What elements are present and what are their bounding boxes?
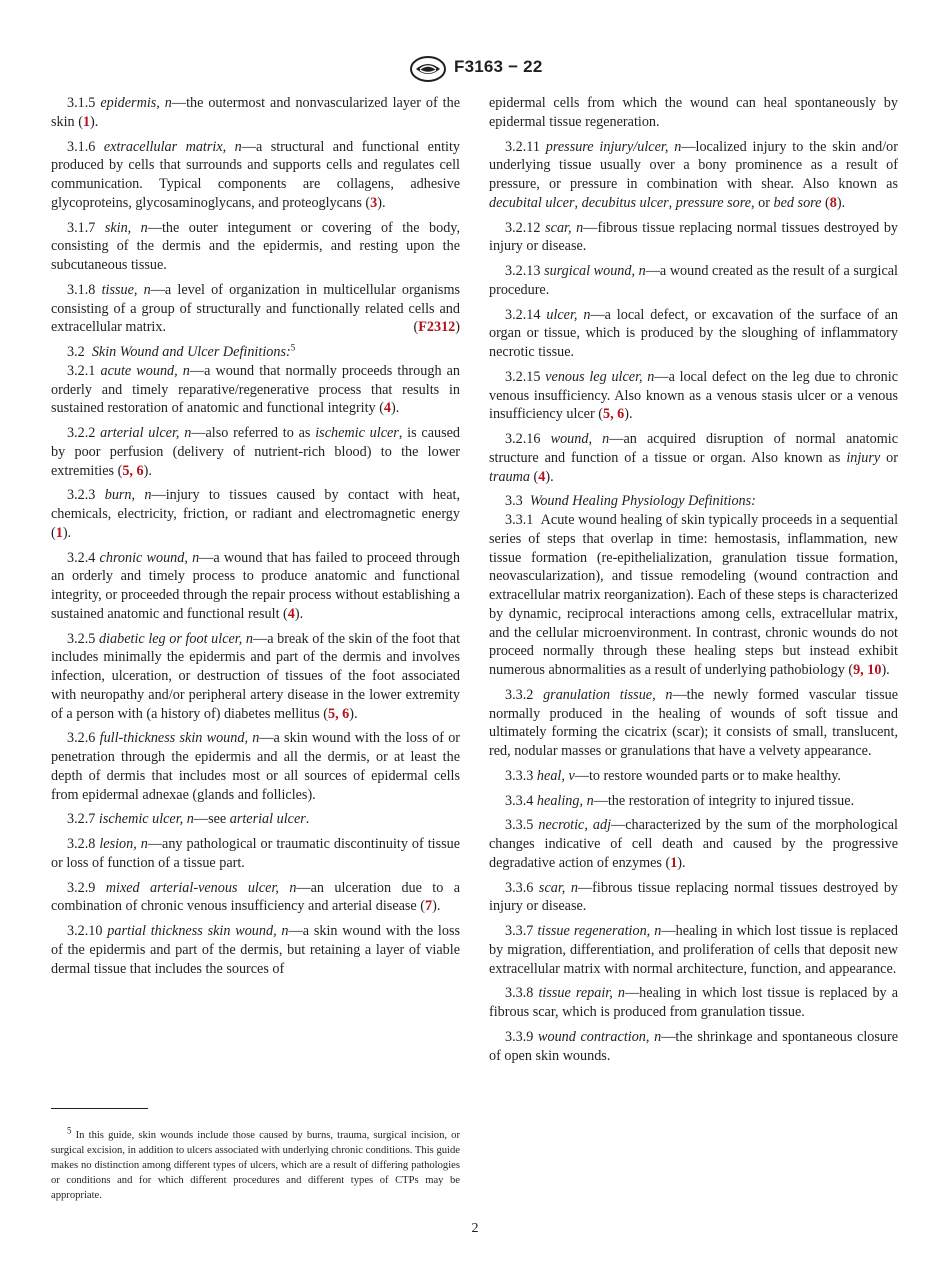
footnote-divider <box>51 1108 148 1109</box>
def-3-3-5: 3.3.5 necrotic, adj—characterized by the sum of the morphological changes indicative of cell death and caused by the progressive degradative action of enzymes (1). <box>489 817 898 871</box>
def-3-3-8: 3.3.8 tissue repair, n—healing in which lost tissue is replaced by a fibrous scar, which is produced from granulation tissue. <box>489 985 898 1020</box>
page-header <box>0 56 950 82</box>
reference-link[interactable]: 4 <box>538 468 546 485</box>
def-3-2-2: 3.2.2 arterial ulcer, n—also referred to as ischemic ulcer, is caused by poor perfusion (delivery of nutrient-rich blood) to the lower extremities (5, 6). <box>51 425 460 479</box>
left-column <box>51 94 460 978</box>
footnote-5: $^5$ In this guide, skin wounds include those caused by burns, trauma, surgical incision, or surgical excision, in addition to ulcers associated with underlying chronic conditions. This guide makes no distinction among different types of ulcers, which are a result of differing pathologies or conditions and for which different procedures and different types of CTPs may be appropriate. <box>51 1125 461 1201</box>
reference-link[interactable]: 4 <box>287 605 295 622</box>
astm-logo-icon <box>408 56 448 82</box>
def-3-1-7: 3.1.7 skin, n—the outer integument or covering of the body, consisting of the dermis and the epidermis, and resting upon the subcutaneous tissue. <box>51 219 461 273</box>
def-3-3-9: 3.3.9 wound contraction, n—the shrinkage and spontaneous closure of open skin wounds. <box>489 1028 899 1064</box>
standard-designation: F3163 − 22 <box>454 57 543 76</box>
term: epidermis, n <box>100 95 172 111</box>
def-3-2-10-continued: epidermal cells from which the wound can heal spontaneously by epidermal tissue regeneration. <box>489 95 898 130</box>
def-3-2-12: 3.2.12 scar, n—fibrous tissue replacing normal tissues destroyed by injury or disease. <box>489 219 899 255</box>
def-3-1-6: 3.1.6 extracellular matrix, n—a structural and functional entity produced by cells that surrounds and supports cells and regulates cell communication. Typical components are collagens, adhesive glycoproteins, glycosaminoglycans, and proteoglycans (3). <box>51 138 460 211</box>
reference-link[interactable]: 9, 10 <box>853 662 882 678</box>
page-number: 2 <box>471 1221 479 1236</box>
def-3-3-1: 3.3.1 Acute wound healing of skin typically proceeds in a sequential series of steps that overlap in time: hemostasis, inflammation, new tissue formation (re-epithelialization, granulation tissue formation, neovascularization), and tissue remodeling (wound contraction and extracellular matrix reorganization). Each of these steps is characterized by dynamic, reciprocal interactions among cells, extracellular matrix, and the cellular microenvironment. In contrast, chronic wounds do not proceed normally through these healing steps but instead exhibit numerous abnormalities as a result of underlying pathobiology (9, 10). <box>489 512 899 678</box>
def-3-3-4: 3.3.4 healing, n—the restoration of integrity to injured tissue. <box>505 792 855 809</box>
def-3-2-6: 3.2.6 full-thickness skin wound, n—a skin wound with the loss of or penetration through the epidermis and all the dermis, or at least the depth of dermis that includes most or all sources of epidermal cells from epidermal adnexae (glands and follicles). <box>51 730 461 803</box>
standard-reference-link[interactable]: F2312 <box>418 319 456 336</box>
def-3-1-8: 3.1.8 tissue, n—a level of organization in multicellular organisms consisting of a group of structurally and functionally related cells and extracellular matrix. (F2312) <box>51 281 461 336</box>
right-column <box>489 94 898 1065</box>
reference-link[interactable]: 8 <box>829 194 837 211</box>
def-3-1-5: 3.1.5 epidermis, n—the outermost and nonvascularized layer of the skin (1). <box>51 95 460 130</box>
def-3-2-7: 3.2.7 ischemic ulcer, n—see arterial ulcer. <box>67 811 310 828</box>
def-3-2-10: 3.2.10 partial thickness skin wound, n—a skin wound with the loss of the epidermis and part of the dermis, but retaining a layer of viable dermal tissue that includes the sources of <box>51 923 461 977</box>
section-3-2-heading: 3.2 Skin Wound and Ulcer Definitions:$^5$ <box>67 342 296 360</box>
def-3-2-9: 3.2.9 mixed arterial-venous ulcer, n—an ulceration due to a combination of chronic venous insufficiency and arterial disease (7). <box>51 879 461 915</box>
reference-link[interactable]: 5, 6 <box>327 705 350 722</box>
reference-link[interactable]: 5, 6 <box>122 462 144 479</box>
def-3-2-14: 3.2.14 ulcer, n—a local defect, or excavation of the surface of an organ or tissue, which is produced by the sloughing of inflammatory necrotic tissue. <box>489 306 899 360</box>
def-3-2-4: 3.2.4 chronic wound, n—a wound that has failed to proceed through an orderly and timely process to produce anatomic and functional integrity, or proceeded through the repair process without establishing a sustained anatomic and functional result (4). <box>51 549 460 622</box>
def-3-2-5: 3.2.5 diabetic leg or foot ulcer, n—a break of the skin of the foot that includes minimally the epidermis and part of the dermis and involves infection, ulceration, or destruction of tissues of the foot associated with neuropathy and/or peripheral artery disease in the lower extremity of a person with (a history of) diabetes mellitus (5, 6). <box>51 630 461 722</box>
def-3-3-7: 3.3.7 tissue regeneration, n—healing in which lost tissue is replaced by migration, differentiation, and proliferation of cells that deposit new extracellular matrix with normal architecture, function, and appearance. <box>489 923 898 977</box>
reference-link[interactable]: 1 <box>670 854 678 871</box>
def-3-2-11: 3.2.11 pressure injury/ulcer, n—localized injury to the skin and/or underlying tissue usually over a bony prominence as a result of pressure, or pressure in combination with shear. Also known as decubital ulcer, decubitus ulcer, pressure sore, or bed sore (8). <box>489 138 898 211</box>
def-3-2-8: 3.2.8 lesion, n—any pathological or traumatic discontinuity of tissue or loss of function of a tissue part. <box>51 836 461 871</box>
def-3-2-16: 3.2.16 wound, n—an acquired disruption of normal anatomic structure and function of a tissue or organ. Also known as injury or trauma (4). <box>489 431 899 485</box>
def-3-3-2: 3.3.2 granulation tissue, n—the newly formed vascular tissue normally produced in the healing of wounds of soft tissue and ultimately forming the cicatrix (scar); it consists of small, translucent, red, nodular masses or granulations that have a velvety appearance. <box>489 686 899 759</box>
def-3-2-15: 3.2.15 venous leg ulcer, n—a local defect on the leg due to chronic venous insufficiency. Also known as a venous stasis ulcer or a venous insufficiency ulcer (5, 6). <box>489 368 898 423</box>
def-3-2-1: 3.2.1 acute wound, n—a wound that normally proceeds through an orderly and timely reparative/regenerative process that results in sustained restoration of anatomic and functional integrity (4). <box>51 362 461 417</box>
reference-link[interactable]: 4 <box>383 400 392 417</box>
def-3-3-6: 3.3.6 scar, n—fibrous tissue replacing normal tissues destroyed by injury or disease. <box>489 879 899 915</box>
reference-link[interactable]: 3 <box>370 194 378 211</box>
reference-link[interactable]: 5, 6 <box>602 406 625 423</box>
def-3-2-13: 3.2.13 surgical wound, n—a wound created as the result of a surgical procedure. <box>489 263 899 298</box>
reference-link[interactable]: 7 <box>425 898 433 915</box>
def-3-3-3: 3.3.3 heal, v—to restore wounded parts or to make healthy. <box>505 767 841 784</box>
def-3-2-3: 3.2.3 burn, n—injury to tissues caused by contact with heat, chemicals, electricity, friction, or radiant and electromagnetic energy (1). <box>51 487 460 541</box>
reference-link[interactable]: 1 <box>55 524 63 541</box>
section-3-3-heading: 3.3 Wound Healing Physiology Definitions: <box>505 493 756 510</box>
footnote-marker[interactable]: 5 <box>290 342 296 353</box>
reference-link[interactable]: 1 <box>82 113 91 130</box>
